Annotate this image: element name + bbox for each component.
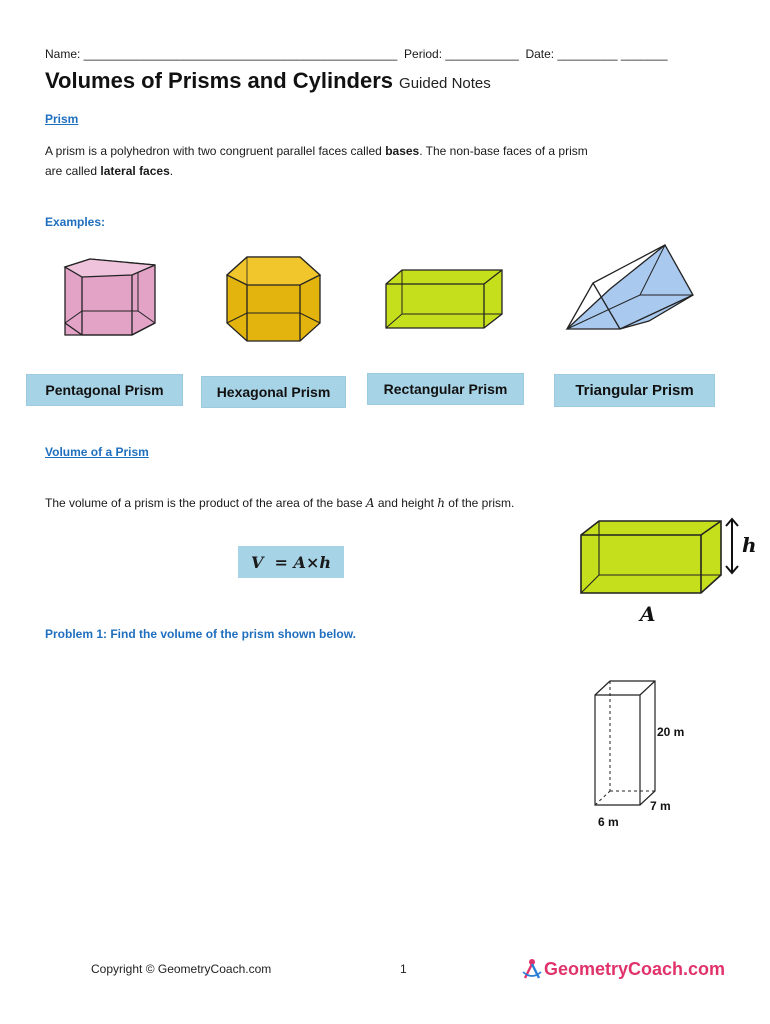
problem-1-heading: Problem 1: Find the volume of the prism shown below. <box>45 627 356 641</box>
dim-depth-label: 7 m <box>650 799 671 813</box>
copyright-text: Copyright © GeometryCoach.com <box>91 962 272 976</box>
triangular-prism-figure <box>565 243 695 335</box>
diagram-height-label: h <box>742 533 757 557</box>
lateral-faces-term: lateral faces <box>100 164 170 178</box>
title-subtitle: Guided Notes <box>399 75 491 92</box>
prism-heading: Prism <box>45 112 79 126</box>
label-triangular-prism: Triangular Prism <box>555 375 714 406</box>
label-hexagonal-prism: Hexagonal Prism <box>202 377 345 407</box>
volume-diagram-prism <box>579 519 724 596</box>
var-A: A <box>365 496 375 510</box>
title-main: Volumes of Prisms and Cylinders <box>45 68 394 93</box>
problem-1-prism-figure <box>592 679 658 809</box>
volume-definition: The volume of a prism is the product of the area of the base A and height h of the prism. <box>45 496 515 510</box>
page-number: 1 <box>400 962 407 976</box>
var-h: h <box>437 496 445 510</box>
header-fields: Name: _______________________________________________ Period: ___________ Date: _________ _______ <box>45 47 668 61</box>
volume-prism-heading: Volume of a Prism <box>45 445 149 459</box>
pentagonal-prism-figure <box>60 255 160 350</box>
bases-term: bases <box>385 144 420 158</box>
prism-definition: A prism is a polyhedron with two congruent parallel faces called bases. The non-base faces of a prism are called lateral faces. <box>45 144 588 178</box>
page-title <box>45 68 491 94</box>
rectangular-prism-figure <box>384 268 504 333</box>
volume-formula: V = A×h <box>238 546 344 578</box>
dim-width-label: 6 m <box>598 815 619 829</box>
logo-text: GeometryCoach.com <box>544 958 726 979</box>
hexagonal-prism-figure <box>222 253 322 345</box>
height-arrow-icon <box>724 516 740 576</box>
dim-height-label: 20 m <box>657 725 685 739</box>
label-rectangular-prism: Rectangular Prism <box>368 374 523 404</box>
logo-compass-icon <box>520 957 544 981</box>
geometrycoach-logo <box>520 957 725 981</box>
diagram-area-label: A <box>640 602 656 626</box>
examples-heading: Examples: <box>45 215 106 229</box>
label-pentagonal-prism: Pentagonal Prism <box>27 375 182 405</box>
